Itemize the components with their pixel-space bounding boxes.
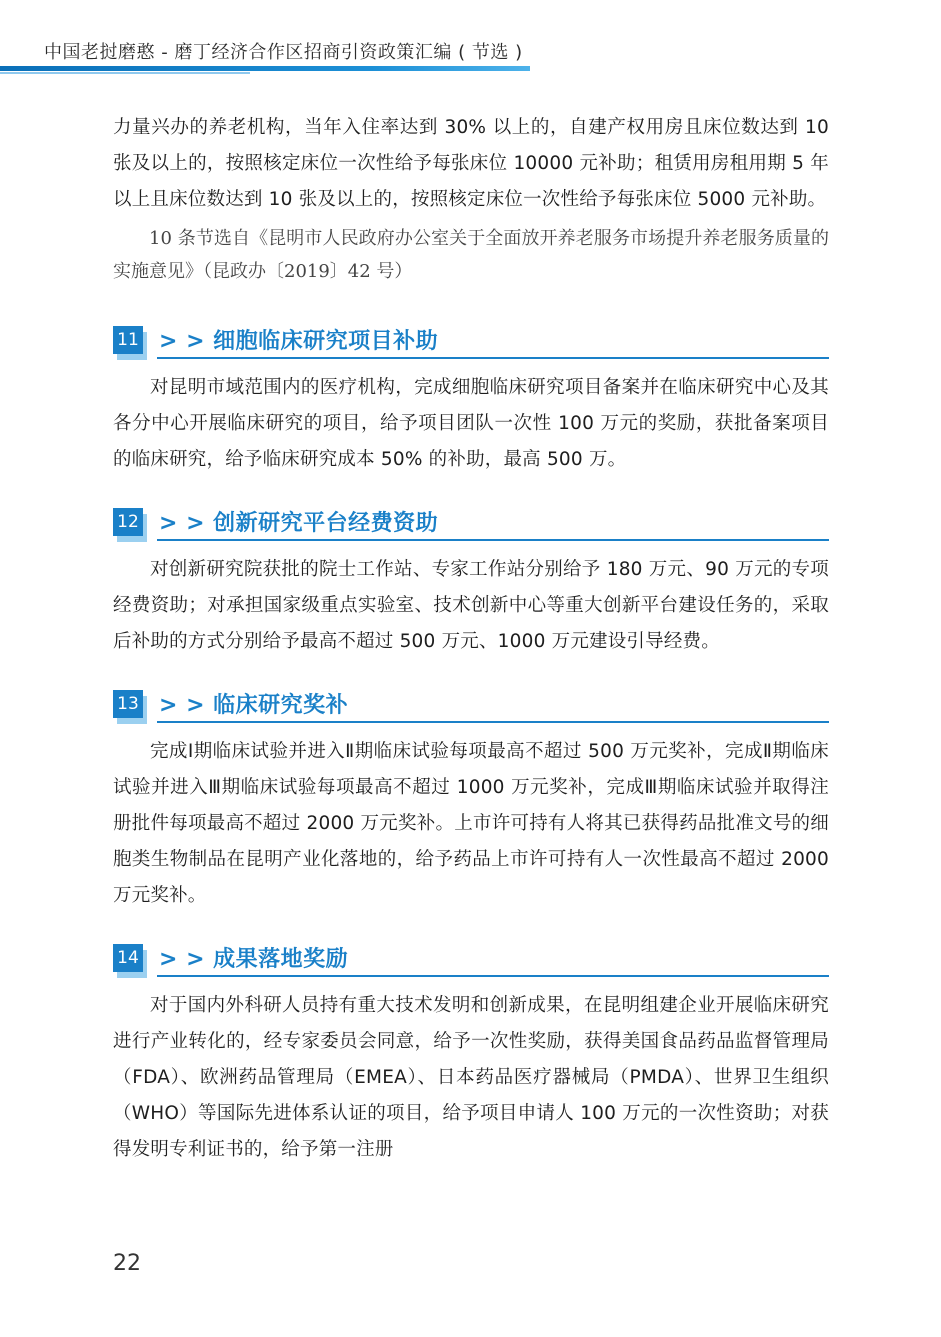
intro-paragraph: 力量兴办的养老机构，当年入住率达到 30% 以上的，自建产权用房且床位数达到 10 张及以上的，按照核定床位一次性给予每张床位 10000 元补助；租赁用房租用期 5 年以上且床位数达到 10 张及以上的，按照核定床位一次性给予每张床位 5000 元补助。 [113, 117, 829, 210]
header-title: 中国老挝磨憨 - 磨丁经济合作区招商引资政策汇编 ( 节选 ) [44, 42, 523, 63]
section-rule [157, 721, 829, 723]
section-number-badge: 12 [113, 508, 143, 536]
section-heading-13 [113, 682, 829, 728]
section-heading-11 [113, 318, 829, 364]
section-number-badge: 14 [113, 944, 143, 972]
header-rule-accent [0, 72, 250, 74]
page-number: 22 [113, 1251, 141, 1276]
section-number-badge: 11 [113, 326, 143, 354]
page-content [113, 110, 829, 1168]
section-number-badge: 13 [113, 690, 143, 718]
section-paragraph-12: 对创新研究院获批的院士工作站、专家工作站分别给予 180 万元、90 万元的专项经费资助；对承担国家级重点实验室、技术创新中心等重大创新平台建设任务的，采取后补助的方式分别给予最高不超过 500 万元、1000 万元建设引导经费。 [113, 559, 829, 652]
section-paragraph-13: 完成Ⅰ期临床试验并进入Ⅱ期临床试验每项最高不超过 500 万元奖补，完成Ⅱ期临床试验并进入Ⅲ期临床试验每项最高不超过 1000 万元奖补，完成Ⅲ期临床试验并取得注册批件每项最高不超过 2000 万元奖补。上市许可持有人将其已获得药品批准文号的细胞类生物制品在昆明产业化落地的，给予药品上市许可持有人一次性最高不超过 2000 万元奖补。 [113, 741, 829, 906]
section-title: > > 细胞临床研究项目补助 [159, 329, 439, 354]
page-header [0, 0, 941, 80]
section-title: > > 成果落地奖励 [159, 947, 349, 972]
section-title: > > 临床研究奖补 [159, 693, 349, 718]
section-paragraph-14: 对于国内外科研人员持有重大技术发明和创新成果，在昆明组建企业开展临床研究进行产业转化的，经专家委员会同意，给予一次性奖励，获得美国食品药品监督管理局（FDA）、欧洲药品管理局（EMEA）、日本药品医疗器械局（PMDA）、世界卫生组织（WHO）等国际先进体系认证的项目，给予项目申请人 100 万元的一次性资助；对获得发明专利证书的，给予第一注册 [113, 995, 829, 1160]
section-rule [157, 975, 829, 977]
section-rule [157, 539, 829, 541]
section-heading-14 [113, 936, 829, 982]
header-rule [0, 66, 530, 71]
section-paragraph-11: 对昆明市域范围内的医疗机构，完成细胞临床研究项目备案并在临床研究中心及其各分中心开展临床研究的项目，给予项目团队一次性 100 万元的奖励，获批备案项目的临床研究，给予临床研究成本 50% 的补助，最高 500 万。 [113, 377, 829, 470]
section-heading-12 [113, 500, 829, 546]
intro-source-note: 10 条节选自《昆明市人民政府办公室关于全面放开养老服务市场提升养老服务质量的实施意见》（昆政办〔2019〕42 号） [113, 228, 829, 282]
section-title: > > 创新研究平台经费资助 [159, 511, 439, 536]
section-rule [157, 357, 829, 359]
